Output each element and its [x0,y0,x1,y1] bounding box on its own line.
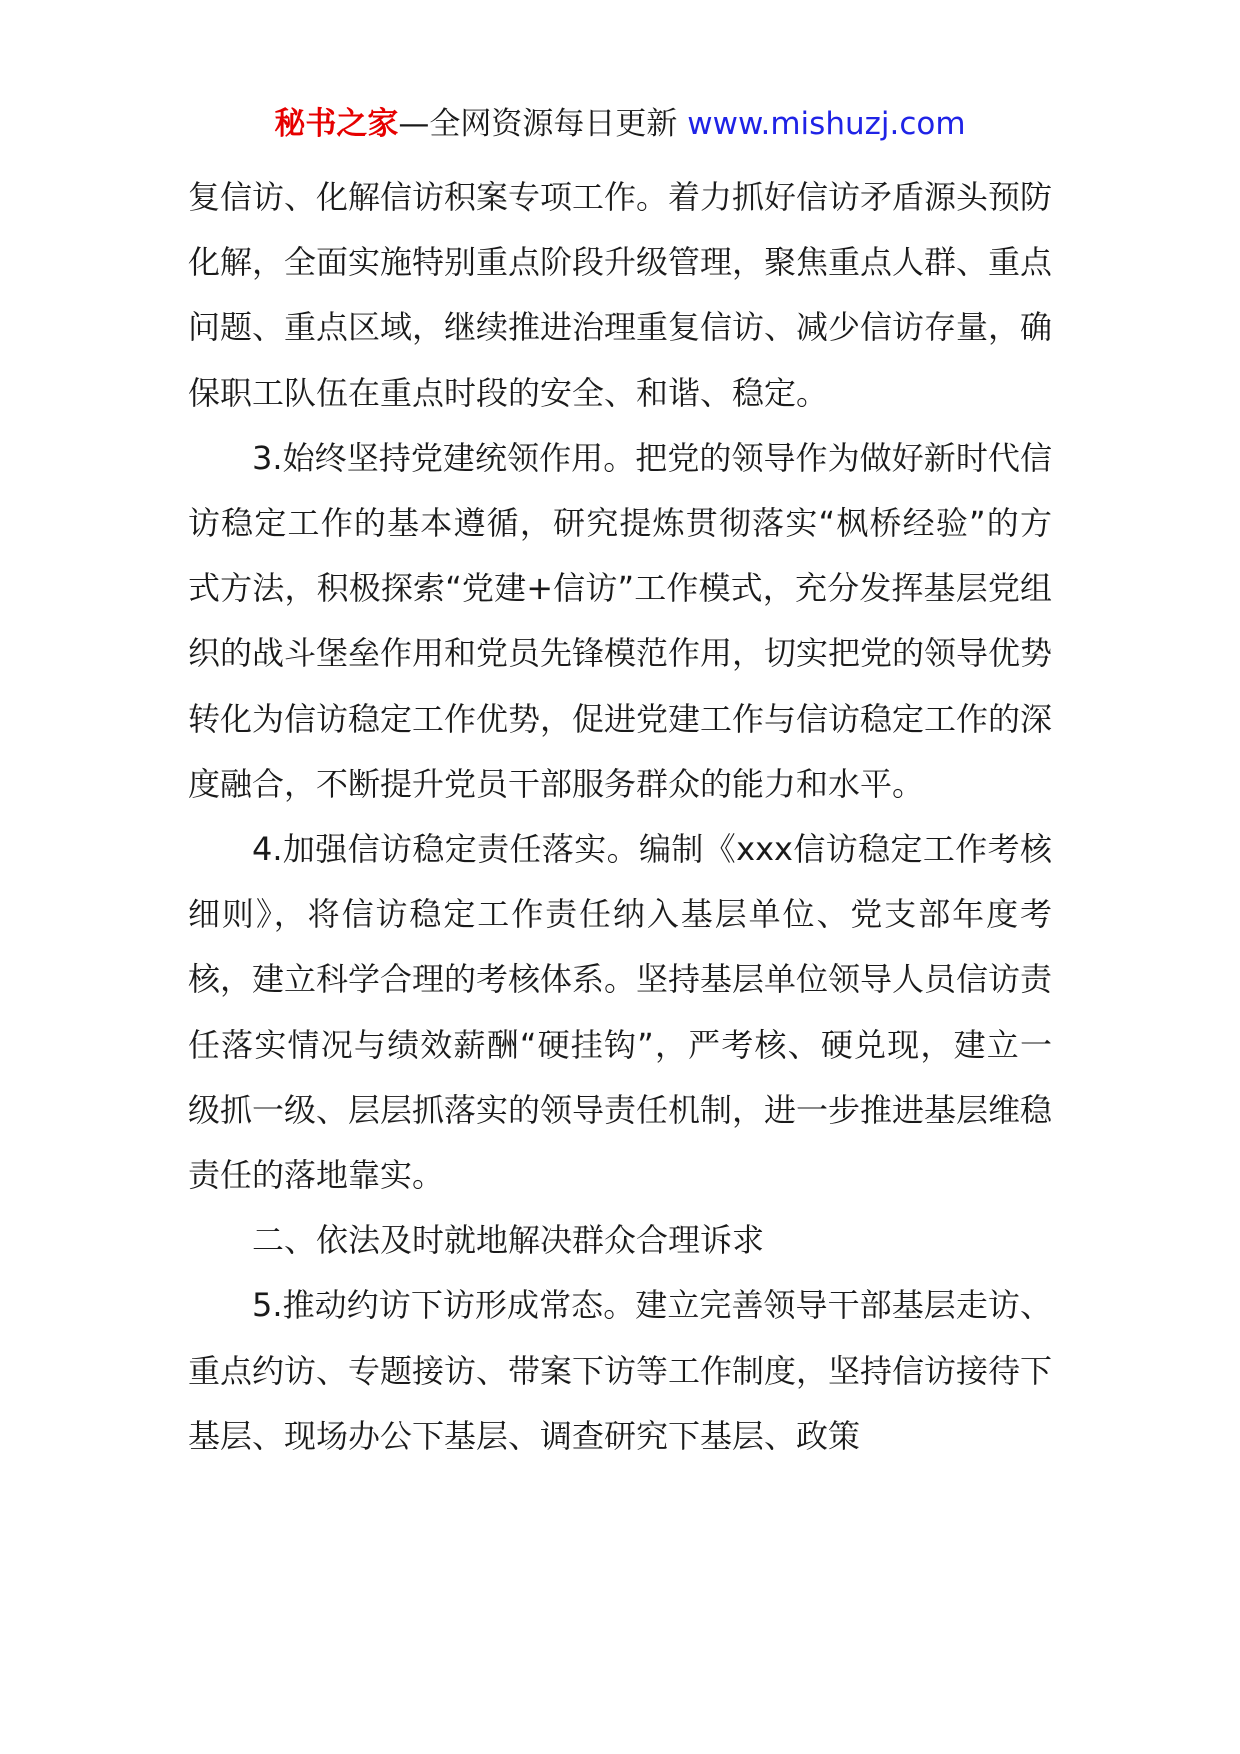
document-body [188,165,1052,1469]
header-tagline: —全网资源每日更新 [398,106,688,142]
header-brand: 秘书之家 [274,106,399,142]
paragraph-item-4: 4.加强信访稳定责任落实。编制《xxx信访稳定工作考核细则》，将信访稳定工作责任纳入基层单位、党支部年度考核，建立科学合理的考核体系。坚持基层单位领导人员信访责任落实情况与绩效薪酬“硬挂钩”，严考核、硬兑现，建立一级抓一级、层层抓落实的领导责任机制，进一步推进基层维稳责任的落地靠实。 [188,830,1053,1195]
page-header [0,102,1240,146]
section-heading: 二、依法及时就地解决群众合理诉求 [252,1221,765,1260]
paragraph-item-5: 5.推动约访下访形成常态。建立完善领导干部基层走访、重点约访、专题接访、带案下访等工作制度，坚持信访接待下基层、现场办公下基层、调查研究下基层、政策 [188,1286,1053,1455]
header-url-link[interactable]: www.mishuzj.com [687,106,966,142]
paragraph-continuation: 复信访、化解信访积案专项工作。着力抓好信访矛盾源头预防化解，全面实施特别重点阶段升级管理，聚焦重点人群、重点问题、重点区域，继续推进治理重复信访、减少信访存量，确保职工队伍在重点时段的安全、和谐、稳定。 [188,178,1053,412]
paragraph-item-3: 3.始终坚持党建统领作用。把党的领导作为做好新时代信访稳定工作的基本遵循，研究提炼贯彻落实“枫桥经验”的方式方法，积极探索“党建+信访”工作模式，充分发挥基层党组织的战斗堡垒作用和党员先锋模范作用，切实把党的领导优势转化为信访稳定工作优势，促进党建工作与信访稳定工作的深度融合，不断提升党员干部服务群众的能力和水平。 [188,438,1053,803]
